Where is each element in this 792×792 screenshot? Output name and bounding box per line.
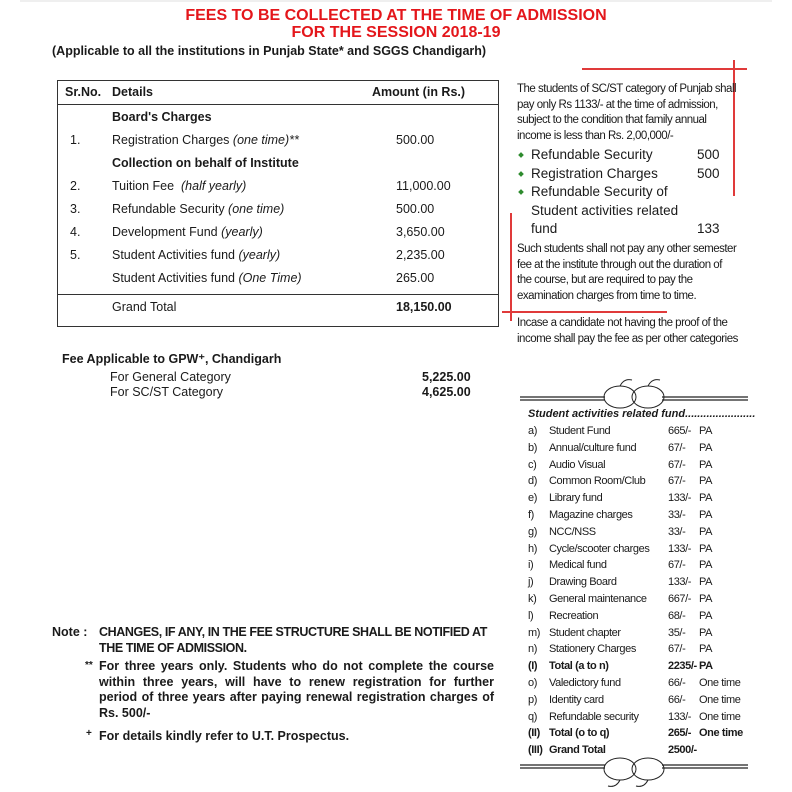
gpw-general-amount: 5,225.00 — [422, 370, 471, 384]
activity-period: One time — [699, 710, 741, 723]
activity-label: Identity card — [549, 693, 604, 706]
activity-amount: 2500/- — [668, 744, 697, 757]
row-qualifier: (One Time) — [238, 271, 302, 285]
activity-key: (II) — [528, 727, 540, 740]
activity-period: PA — [699, 441, 713, 454]
scst-note: Such students shall not pay any other semester fee at the institute through out the duration of the course, but are required to pay the examination charges from time to time. — [517, 243, 737, 302]
activity-amount: 667/- — [668, 593, 692, 605]
activity-label: Student Fund — [549, 425, 611, 437]
activity-amount: 35/- — [668, 626, 686, 639]
activity-amount: 67/- — [668, 559, 686, 572]
activity-period: PA — [699, 525, 713, 538]
row-qualifier: (yearly) — [238, 248, 281, 262]
activity-label: Annual/culture fund — [549, 441, 637, 454]
annotation-line-top — [582, 68, 747, 70]
activity-label: Refundable security — [549, 710, 639, 723]
fee-table-row — [58, 131, 498, 151]
note-label: Note : — [52, 625, 88, 639]
note-double-star-text: For three years only. Students who do not complete the course within three years, will have to renew registration for further period of three years after paying renewal registration charges of Rs. 500/- — [99, 659, 494, 720]
row-label: Student Activities fund — [112, 271, 239, 285]
row-amount: 500.00 — [396, 202, 435, 216]
gpw-general-label: For General Category — [110, 370, 231, 384]
row-label: Registration Charges — [112, 133, 233, 147]
diamond-bullet-icon — [518, 171, 524, 177]
activity-amount: 133/- — [668, 492, 692, 505]
row-details — [112, 179, 246, 193]
scst-bullet-list — [517, 146, 739, 239]
grand-total-amount: 18,150.00 — [396, 300, 452, 314]
activity-period: PA — [699, 609, 713, 622]
row-amount: 265.00 — [396, 271, 435, 285]
activity-amount: 133/- — [668, 576, 692, 589]
activity-key: l) — [528, 609, 534, 622]
activity-key: e) — [528, 492, 537, 505]
activity-key: m) — [528, 626, 541, 639]
activity-key: o) — [528, 677, 537, 689]
activity-amount: 265/- — [668, 727, 692, 740]
activity-amount: 67/- — [668, 475, 686, 488]
activity-amount: 133/- — [668, 542, 692, 555]
activity-key: (III) — [528, 744, 543, 757]
row-details — [112, 202, 284, 216]
grand-total-label: Grand Total — [112, 300, 177, 314]
activity-key: q) — [528, 710, 537, 723]
scst-intro: The students of SC/ST category of Punjab shall pay only Rs 1133/- at the time of admission, subject to the condition that family annual income is less than Rs. 2,00,000/- — [517, 83, 737, 142]
activity-period: PA — [699, 542, 713, 555]
activity-amount: 66/- — [668, 677, 686, 689]
row-qualifier: (one time)** — [232, 133, 299, 147]
annotation-line-left — [510, 213, 512, 321]
row-qualifier: (one time) — [228, 202, 285, 216]
row-details — [112, 156, 299, 170]
top-border-line — [20, 0, 772, 2]
note-main-text: CHANGES, IF ANY, IN THE FEE STRUCTURE SHALL BE NOTIFIED AT THE TIME OF ADMISSION. — [99, 625, 487, 655]
row-sr-no: 5. — [70, 248, 81, 262]
activity-period: One time — [699, 727, 743, 740]
row-details — [112, 133, 299, 147]
activity-amount: 2235/- — [668, 660, 697, 673]
activity-key: i) — [528, 559, 534, 572]
fee-table-row — [58, 223, 498, 243]
note-plus-text: For details kindly refer to U.T. Prospectus. — [99, 729, 350, 743]
row-label: Refundable Security — [112, 202, 229, 216]
activity-label: Total (a to n) — [549, 660, 609, 673]
gpw-scst-amount: 4,625.00 — [422, 385, 471, 399]
activity-label: Student chapter — [549, 626, 621, 639]
row-details — [112, 248, 280, 262]
activity-amount: 68/- — [668, 609, 686, 622]
row-label: Tuition Fee — [112, 179, 182, 193]
activity-period: One time — [699, 693, 741, 706]
activity-period: PA — [699, 576, 713, 589]
gpw-title: Fee Applicable to GPW⁺, Chandigarh — [62, 352, 282, 366]
row-sr-no: 4. — [70, 225, 81, 239]
annotation-line-bottom — [502, 311, 667, 313]
row-details — [112, 225, 263, 239]
fee-table-row — [58, 246, 498, 266]
activity-label: Magazine charges — [549, 509, 633, 521]
flourish-top-ornament — [520, 375, 750, 409]
fee-table-row — [58, 177, 498, 197]
activity-amount: 67/- — [668, 458, 686, 471]
activity-label: Grand Total — [549, 744, 606, 757]
activity-label: Valedictory fund — [549, 677, 621, 689]
document-subtitle: (Applicable to all the institutions in Punjab State* and SGGS Chandigarh) — [52, 44, 487, 58]
note-plus-marker: + — [86, 728, 92, 739]
activity-label: Recreation — [549, 609, 599, 622]
activity-label: Stationery Charges — [549, 643, 636, 656]
activity-period: PA — [699, 559, 713, 572]
activity-period: One time — [699, 677, 741, 689]
header-amount: Amount (in Rs.) — [372, 85, 466, 99]
activity-period: PA — [699, 475, 713, 488]
header-sr-no: Sr.No. — [65, 85, 102, 99]
activity-label: Medical fund — [549, 559, 607, 572]
activity-label: Cycle/scooter charges — [549, 542, 650, 555]
diamond-bullet-icon — [518, 152, 524, 158]
activity-amount: 67/- — [668, 643, 686, 656]
scst-incase-note: Incase a candidate not having the proof of the income shall pay the fee as per other categories — [517, 317, 738, 345]
activity-label: Common Room/Club — [549, 475, 646, 488]
row-sr-no: 2. — [70, 179, 81, 193]
bullet-item: Refundable Security 500 — [517, 146, 739, 165]
activity-key: c) — [528, 458, 537, 471]
activity-amount: 33/- — [668, 509, 686, 521]
grand-total-row — [58, 298, 498, 318]
row-label: Student Activities fund — [112, 248, 239, 262]
row-label: Board's Charges — [112, 110, 212, 124]
activity-key: (I) — [528, 660, 538, 673]
activity-key: j) — [528, 576, 534, 589]
row-sr-no: 3. — [70, 202, 81, 216]
fee-section-header — [58, 108, 498, 128]
activity-key: k) — [528, 593, 537, 605]
activity-label: Drawing Board — [549, 576, 617, 589]
fee-table — [57, 80, 499, 327]
activity-label: NCC/NSS — [549, 525, 596, 538]
activity-label: Library fund — [549, 492, 603, 505]
activity-period: PA — [699, 643, 713, 656]
diamond-bullet-icon — [518, 189, 524, 195]
student-activities-title: Student activities related fund....................... — [528, 408, 756, 420]
row-label: Collection on behalf of Institute — [112, 156, 299, 170]
row-label: Development Fund — [112, 225, 222, 239]
note-double-star-marker: ** — [85, 660, 93, 671]
activity-amount: 133/- — [668, 710, 692, 723]
header-details: Details — [112, 85, 153, 99]
fee-table-row — [58, 200, 498, 220]
activity-label: Audio Visual — [549, 458, 606, 471]
row-amount: 500.00 — [396, 133, 435, 147]
grand-total-separator — [58, 294, 498, 295]
activity-amount: 67/- — [668, 441, 686, 454]
activity-key: n) — [528, 643, 537, 656]
activity-key: d) — [528, 475, 537, 488]
row-amount: 11,000.00 — [396, 179, 451, 193]
document-title-line1: FEES TO BE COLLECTED AT THE TIME OF ADMISSION — [185, 7, 607, 24]
row-details — [112, 271, 302, 285]
row-qualifier: (yearly) — [221, 225, 263, 239]
row-amount: 3,650.00 — [396, 225, 445, 239]
document-title-line2: FOR THE SESSION 2018-19 — [291, 24, 501, 41]
activity-period: PA — [699, 509, 713, 521]
activity-key: h) — [528, 542, 537, 555]
activity-period: PA — [699, 626, 713, 639]
activity-key: p) — [528, 693, 537, 706]
fee-section-header — [58, 154, 498, 174]
activity-period: PA — [699, 593, 713, 605]
activity-key: f) — [528, 509, 534, 521]
activity-key: b) — [528, 441, 537, 454]
activity-period: PA — [699, 458, 713, 471]
activity-key: a) — [528, 425, 537, 437]
bullet-item: Registration Charges 500 — [517, 165, 739, 184]
activity-period: PA — [699, 425, 713, 437]
activity-key: g) — [528, 525, 537, 538]
fee-table-row — [58, 269, 498, 289]
activity-period: PA — [699, 660, 713, 673]
row-sr-no: 1. — [70, 133, 81, 147]
row-details — [112, 110, 212, 124]
gpw-scst-label: For SC/ST Category — [110, 385, 224, 399]
flourish-bottom-ornament — [520, 757, 750, 791]
activity-label: General maintenance — [549, 593, 647, 605]
fee-table-header — [58, 81, 498, 105]
row-amount: 2,235.00 — [396, 248, 445, 262]
activity-amount: 66/- — [668, 693, 686, 706]
activity-period: PA — [699, 492, 713, 505]
activity-amount: 665/- — [668, 425, 692, 437]
bullet-item: Refundable Security of Student activities related fund 133 — [517, 183, 696, 239]
activity-amount: 33/- — [668, 525, 686, 538]
activity-label: Total (o to q) — [549, 727, 610, 740]
row-qualifier: (half yearly) — [181, 179, 247, 193]
